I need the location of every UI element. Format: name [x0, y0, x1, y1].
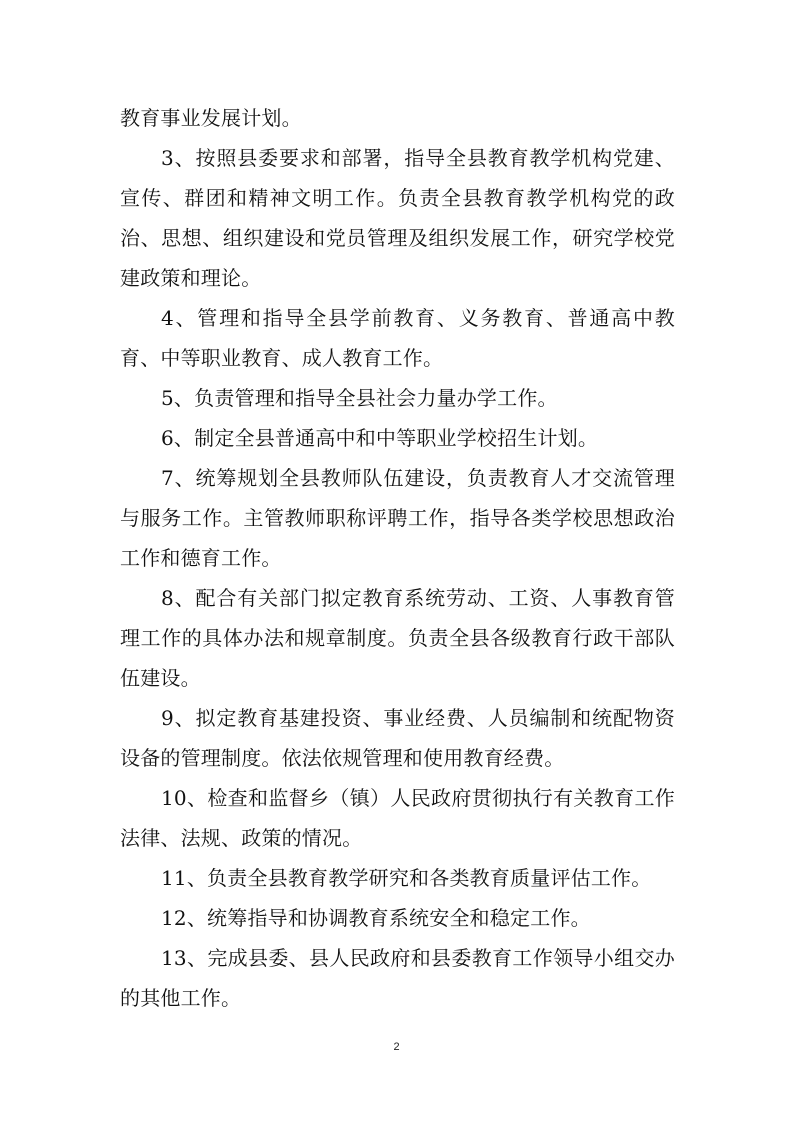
page-number: 2 [393, 1041, 400, 1053]
document-body [120, 98, 675, 1018]
paragraph-item-10: 10、检查和监督乡（镇）人民政府贯彻执行有关教育工作法律、法规、政策的情况。 [120, 786, 675, 850]
paragraph-continuation: 教育事业发展计划。 [120, 106, 302, 130]
paragraph-item-5: 5、负责管理和指导全县社会力量办学工作。 [161, 386, 558, 410]
paragraph-item-7: 7、统筹规划全县教师队伍建设，负责教育人才交流管理与服务工作。主管教师职称评聘工作，指导各类学校思想政治工作和德育工作。 [120, 466, 675, 570]
paragraph-item-11: 11、负责全县教育教学研究和各类教育质量评估工作。 [161, 866, 652, 890]
paragraph-item-12: 12、统筹指导和协调教育系统安全和稳定工作。 [161, 906, 591, 930]
paragraph-item-3: 3、按照县委要求和部署，指导全县教育教学机构党建、宣传、群团和精神文明工作。负责全县教育教学机构党的政治、思想、组织建设和党员管理及组织发展工作，研究学校党建政策和理论。 [120, 146, 675, 290]
paragraph-item-4: 4、管理和指导全县学前教育、义务教育、普通高中教育、中等职业教育、成人教育工作。 [120, 306, 675, 370]
paragraph-item-13: 13、完成县委、县人民政府和县委教育工作领导小组交办的其他工作。 [120, 946, 675, 1010]
paragraph-item-8: 8、配合有关部门拟定教育系统劳动、工资、人事教育管理工作的具体办法和规章制度。负责全县各级教育行政干部队伍建设。 [120, 586, 675, 690]
paragraph-item-9: 9、拟定教育基建投资、事业经费、人员编制和统配物资设备的管理制度。依法依规管理和使用教育经费。 [120, 706, 675, 770]
paragraph-item-6: 6、制定全县普通高中和中等职业学校招生计划。 [161, 426, 599, 450]
